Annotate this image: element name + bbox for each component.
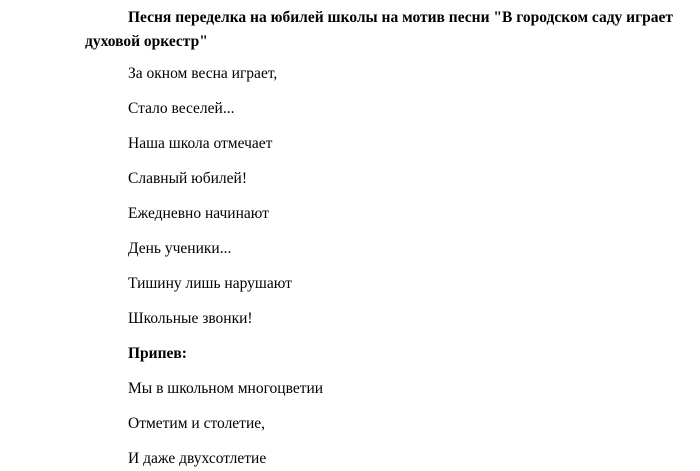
chorus-line-1: Мы в школьном многоцветии bbox=[128, 380, 324, 397]
verse-line-3: Наша школа отмечает bbox=[128, 135, 273, 152]
chorus-line-3: И даже двухсотлетие bbox=[128, 450, 267, 467]
song-title: Песня переделка на юбилей школы на мотив песни "В городском саду играет духовой оркестр" bbox=[85, 9, 673, 50]
verse-line-7: Тишину лишь нарушают bbox=[128, 275, 292, 292]
verse-line-1: За окном весна играет, bbox=[128, 65, 278, 82]
verse-line-6: День ученики... bbox=[128, 240, 232, 257]
verse-line-8: Школьные звонки! bbox=[128, 310, 253, 327]
verse-line-4: Славный юбилей! bbox=[128, 170, 247, 187]
chorus-line-2: Отметим и столетие, bbox=[128, 415, 266, 432]
verse-line-2: Стало веселей... bbox=[128, 100, 235, 117]
verse-line-5: Ежедневно начинают bbox=[128, 205, 269, 222]
chorus-heading: Припев: bbox=[128, 345, 187, 362]
